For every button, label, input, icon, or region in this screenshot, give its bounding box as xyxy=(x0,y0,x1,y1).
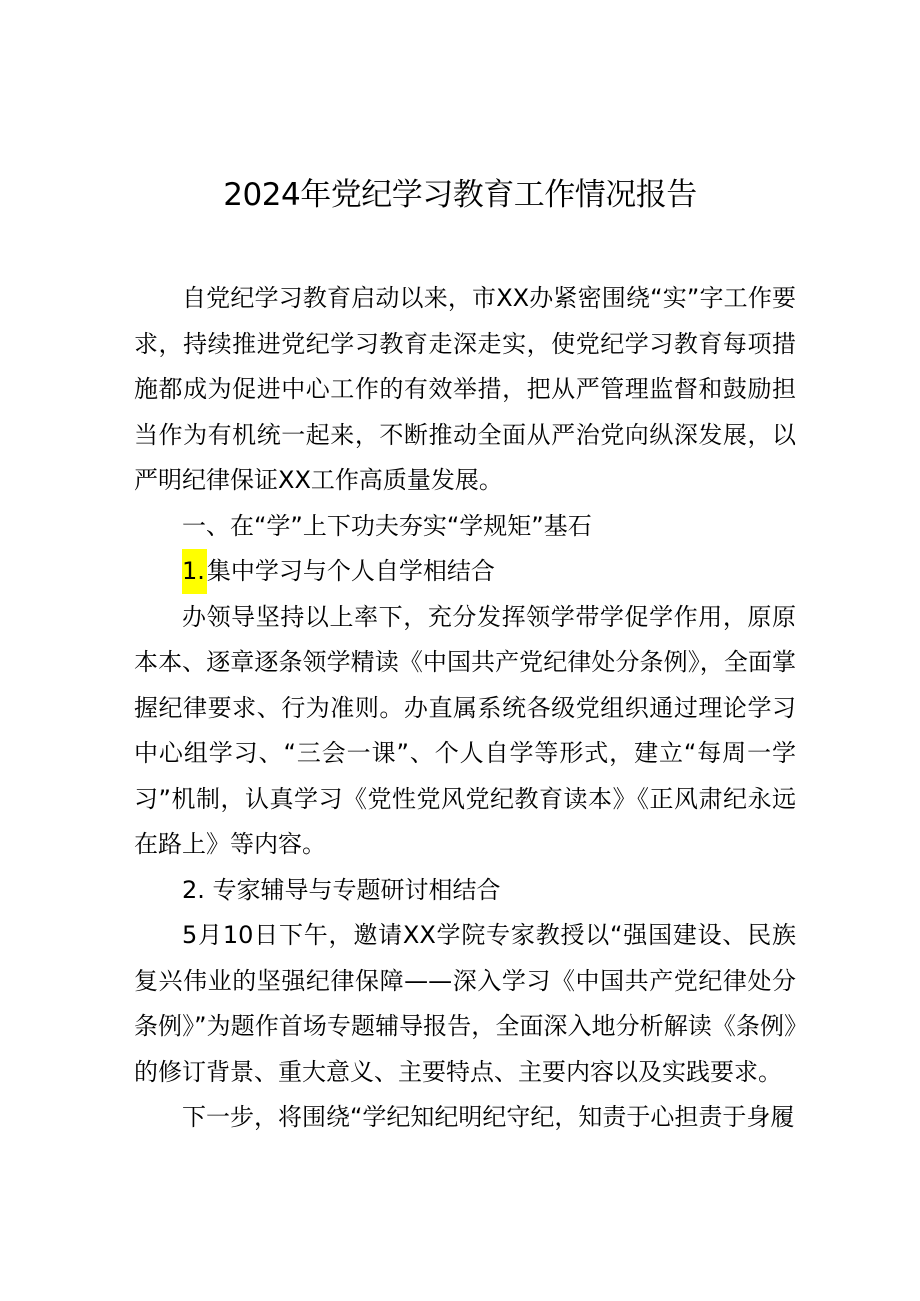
next-step-paragraph: 下一步，将围绕“学纪知纪明纪守纪，知责于心担责于身履 xyxy=(182,1103,795,1131)
subsection-heading-1-text: 集中学习与个人自学相结合 xyxy=(206,557,495,585)
highlighted-number: 1. xyxy=(182,549,207,594)
intro-paragraph: 自党纪学习教育启动以来，市XX办紧密围绕“实”字工作要求，持续推进党纪学习教育走深走实，使党纪学习教育每项措施都成为促进中心工作的有效举措，把从严管理监督和鼓励担当作为有机统一起来，不断推动全面从严治党向纵深发展，以严明纪律保证XX工作高质量发展。 xyxy=(134,284,796,494)
subsection-heading-2: 2. 专家辅导与专题研讨相结合 xyxy=(182,875,501,904)
subsection-heading-1 xyxy=(134,549,796,595)
document-title: 2024年党纪学习教育工作情况报告 xyxy=(223,177,697,213)
subsection-2-paragraph: 5月10日下午，邀请XX学院专家教授以“强国建设、民族复兴伟业的坚强纪律保障——深入学习《中国共产党纪律处分条例》”为题作首场专题辅导报告，全面深入地分析解读《条例》的修订背景、重大意义、主要特点、主要内容以及实践要求。 xyxy=(134,921,796,1086)
section-heading: 一、在“学”上下功夫夯实“学规矩”基石 xyxy=(182,511,592,540)
subsection-1-paragraph: 办领导坚持以上率下，充分发挥领学带学促学作用，原原本本、逐章逐条领学精读《中国共产党纪律处分条例》，全面掌握纪律要求、行为准则。办直属系统各级党组织通过理论学习中心组学习、“三会一课”、个人自学等形式，建立“每周一学习”机制，认真学习《党性党风党纪教育读本》《正风肃纪永远在路上》等内容。 xyxy=(134,602,796,858)
document-body xyxy=(134,276,796,1141)
